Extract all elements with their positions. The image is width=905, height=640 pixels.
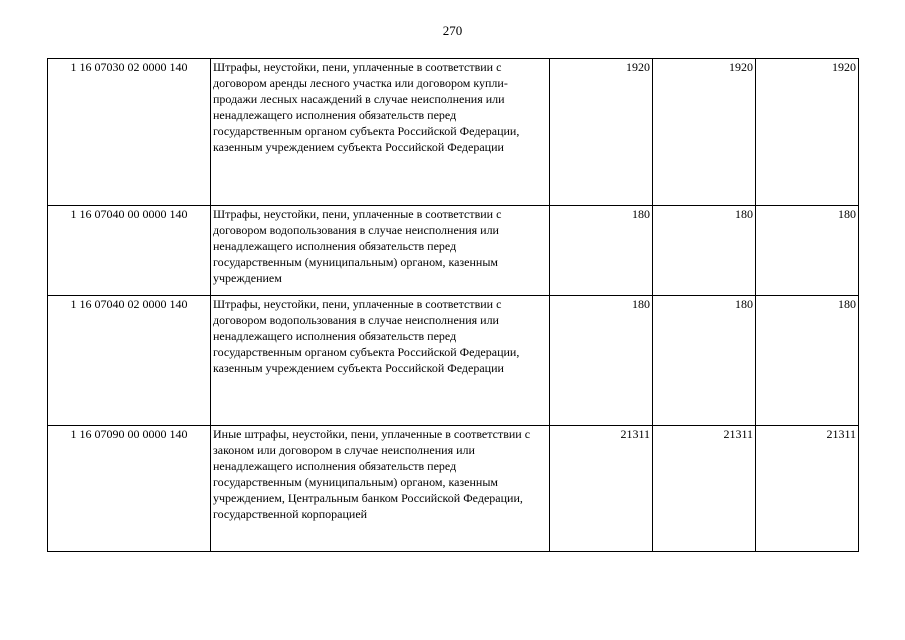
amount-cell-year-1: 180 xyxy=(550,296,653,426)
budget-code-cell: 1 16 07030 02 0000 140 xyxy=(48,59,211,206)
budget-code-cell: 1 16 07090 00 0000 140 xyxy=(48,426,211,552)
budget-code-cell: 1 16 07040 02 0000 140 xyxy=(48,296,211,426)
amount-cell-year-1: 180 xyxy=(550,206,653,296)
amount-cell-year-2: 21311 xyxy=(653,426,756,552)
table-row xyxy=(48,59,859,206)
description-cell: Штрафы, неустойки, пени, уплаченные в соответствии с договором аренды лесного участка или договором купли-продажи лесных насаждений в случае неисполнения или ненадлежащего исполнения обязательств перед государственным органом субъекта Российской Федерации, казенным учреждением субъекта Российской Федерации xyxy=(211,59,550,206)
budget-code-cell: 1 16 07040 00 0000 140 xyxy=(48,206,211,296)
amount-cell-year-3: 180 xyxy=(756,296,859,426)
amount-cell-year-2: 180 xyxy=(653,296,756,426)
table-row xyxy=(48,296,859,426)
revenue-table xyxy=(47,58,859,552)
page-number: 270 xyxy=(442,23,463,38)
table-row xyxy=(48,206,859,296)
description-cell: Штрафы, неустойки, пени, уплаченные в соответствии с договором водопользования в случае неисполнения или ненадлежащего исполнения обязательств перед государственным (муниципальным) органом, казенным учреждением xyxy=(211,206,550,296)
amount-cell-year-3: 21311 xyxy=(756,426,859,552)
description-cell: Штрафы, неустойки, пени, уплаченные в соответствии с договором водопользования в случае неисполнения или ненадлежащего исполнения обязательств перед государственным органом субъекта Российской Федерации, казенным учреждением субъекта Российской Федерации xyxy=(211,296,550,426)
amount-cell-year-3: 1920 xyxy=(756,59,859,206)
amount-cell-year-1: 1920 xyxy=(550,59,653,206)
amount-cell-year-3: 180 xyxy=(756,206,859,296)
description-cell: Иные штрафы, неустойки, пени, уплаченные в соответствии с законом или договором в случае неисполнения или ненадлежащего исполнения обязательств перед государственным (муниципальным) органом, казенным учреждением, Центральным банком Российской Федерации, государственной корпорацией xyxy=(211,426,550,552)
amount-cell-year-2: 1920 xyxy=(653,59,756,206)
amount-cell-year-1: 21311 xyxy=(550,426,653,552)
amount-cell-year-2: 180 xyxy=(653,206,756,296)
table-row xyxy=(48,426,859,552)
